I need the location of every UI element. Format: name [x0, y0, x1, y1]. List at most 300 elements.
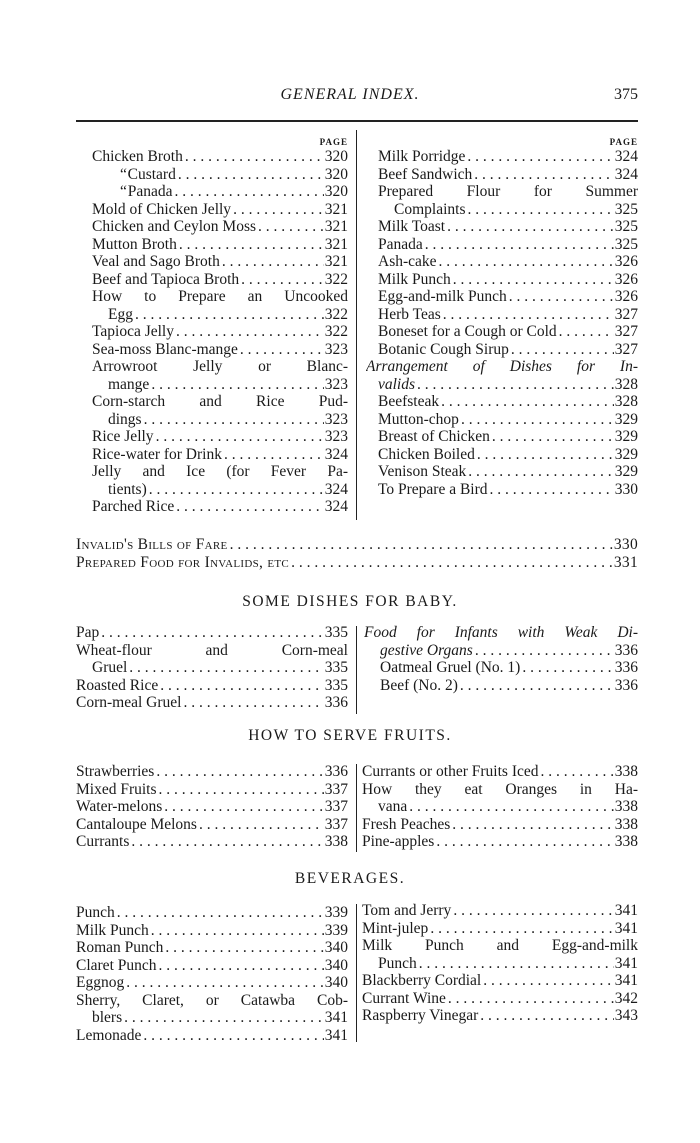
- index-entry: [378, 288, 638, 306]
- entry-page-number: 324: [324, 445, 348, 463]
- entry-page-number: 322: [324, 323, 348, 340]
- index-entry: [378, 376, 638, 394]
- index-entry: [92, 498, 348, 516]
- index-entry: [76, 659, 348, 677]
- entry-title: To Prepare a Bird: [378, 480, 488, 498]
- entry-page-number: 321: [324, 200, 348, 218]
- baby-right-column: [364, 624, 638, 694]
- index-entry: [92, 393, 348, 411]
- entry-title: Jelly and Ice (for Fever Pa-: [92, 463, 348, 480]
- entry-page-number: 323: [324, 340, 348, 358]
- entry-title: Lemonade: [76, 1026, 142, 1044]
- entry-title: Strawberries: [76, 763, 155, 780]
- index-entry: [362, 763, 638, 781]
- dot-leader: [473, 642, 614, 660]
- dot-leader: [451, 902, 614, 920]
- entry-page-number: 337: [324, 815, 348, 833]
- dot-leader: [437, 253, 614, 271]
- index-entry: [76, 992, 348, 1010]
- index-entry: [378, 253, 638, 271]
- entry-title: Prepared Food for Invalids, etc: [76, 553, 290, 571]
- entry-title: Punch: [378, 954, 417, 972]
- entry-title: vana: [378, 798, 408, 815]
- index-entry: [362, 816, 638, 834]
- ditto-mark: “: [120, 165, 127, 183]
- entry-page-number: 341: [614, 902, 638, 919]
- entry-title: Complaints: [394, 200, 466, 218]
- index-entry: [362, 937, 638, 955]
- dot-leader: [157, 781, 324, 799]
- entry-page-number: 324: [324, 498, 348, 515]
- dot-leader: [149, 922, 324, 940]
- entry-page-number: 329: [614, 428, 638, 445]
- dot-leader: [124, 974, 324, 992]
- invalids-left-column: [92, 136, 348, 516]
- index-entry: [92, 253, 348, 271]
- ditto-mark: “: [120, 183, 127, 200]
- invalids-right-column: [366, 136, 638, 498]
- entry-page-number: 329: [614, 445, 638, 463]
- index-entry: [378, 341, 638, 359]
- section-title-fruits: HOW TO SERVE FRUITS.: [248, 727, 452, 744]
- dot-leader: [133, 306, 324, 324]
- entry-title: Milk Punch: [378, 270, 451, 288]
- entry-page-number: 340: [324, 974, 348, 991]
- entry-page-number: 338: [614, 833, 638, 850]
- entry-page-number: 323: [324, 410, 348, 428]
- dot-leader: [231, 201, 324, 219]
- index-entry: [76, 642, 348, 660]
- entry-title: Panada: [378, 235, 423, 253]
- entry-page-number: 338: [324, 833, 348, 850]
- dot-leader: [428, 920, 614, 938]
- entry-title: Milk Punch and Egg-and-milk: [362, 937, 638, 954]
- entry-page-number: 320: [324, 183, 348, 200]
- dot-leader: [220, 253, 324, 271]
- index-entry: [76, 922, 348, 940]
- entry-title: Wheat-flour and Corn-meal: [76, 641, 348, 659]
- entry-page-number: 330: [614, 480, 638, 498]
- dot-leader: [539, 763, 615, 781]
- column-divider: [356, 764, 357, 852]
- entry-page-number: 324: [324, 480, 348, 498]
- dot-leader: [183, 148, 324, 166]
- entry-page-number: 324: [614, 165, 638, 183]
- entry-page-number: 324: [614, 148, 638, 165]
- entry-title: Rice Jelly: [92, 428, 154, 445]
- dot-leader: [415, 376, 614, 394]
- index-entry: [92, 271, 348, 289]
- index-entry: [362, 1007, 638, 1025]
- dot-leader: [238, 341, 324, 359]
- dot-leader: [446, 990, 614, 1008]
- entry-page-number: 322: [324, 270, 348, 288]
- entry-title: blers: [92, 1009, 123, 1026]
- index-entry: [378, 446, 638, 464]
- entry-page-number: 341: [614, 954, 638, 972]
- index-entry: [378, 236, 638, 254]
- index-entry: [92, 323, 348, 341]
- entry-title: Chicken and Ceylon Moss: [92, 218, 257, 235]
- entry-title: Arrangement of Dishes for In-: [366, 358, 638, 375]
- entry-page-number: 327: [614, 305, 638, 323]
- dot-leader: [222, 446, 324, 464]
- index-entry: [378, 201, 638, 219]
- index-entry: [362, 798, 638, 816]
- dot-leader: [127, 659, 324, 677]
- dot-leader: [417, 955, 614, 973]
- index-entry: [378, 183, 638, 201]
- dot-leader: [289, 554, 614, 572]
- entry-title: How to Prepare an Uncooked: [92, 288, 348, 305]
- index-entry: [76, 694, 348, 712]
- entry-title: Mutton-chop: [378, 410, 459, 428]
- index-entry: [92, 481, 348, 499]
- dot-leader: [488, 481, 614, 499]
- dot-leader: [162, 798, 324, 816]
- entry-page-number: 321: [324, 253, 348, 270]
- wide-entries: [76, 536, 638, 571]
- index-entry: [362, 833, 638, 851]
- index-entry: [92, 411, 348, 429]
- dot-leader: [439, 393, 614, 411]
- index-entry: [92, 148, 348, 166]
- dot-leader: [154, 763, 324, 781]
- entry-title: Milk Punch: [76, 921, 149, 939]
- index-entry: [92, 288, 348, 306]
- entry-page-number: 328: [614, 375, 638, 393]
- dot-leader: [181, 694, 324, 712]
- dot-leader: [451, 271, 614, 289]
- entry-page-number: 329: [614, 410, 638, 428]
- index-entry: [378, 463, 638, 481]
- entry-title: Blackberry Cordial: [362, 972, 482, 989]
- dot-leader: [174, 498, 324, 516]
- entry-title: Beefsteak: [378, 393, 440, 410]
- index-entry: [378, 323, 638, 341]
- dot-leader: [129, 833, 324, 851]
- index-entry: [76, 1027, 348, 1045]
- entry-page-number: 336: [614, 641, 638, 659]
- dot-leader: [475, 446, 614, 464]
- index-entry: [364, 624, 638, 642]
- entry-page-number: 325: [614, 200, 638, 218]
- index-entry: [76, 816, 348, 834]
- index-entry: [378, 218, 638, 236]
- entry-title: Custard: [127, 165, 176, 183]
- index-entry: [92, 358, 348, 376]
- entry-title: valids: [378, 375, 416, 393]
- dot-leader: [177, 236, 324, 254]
- entry-title: Invalid's Bills of Fare: [76, 536, 228, 553]
- entry-title: Raspberry Vinegar: [362, 1007, 479, 1024]
- index-entry: [92, 428, 348, 446]
- entry-title: Mutton Broth: [92, 235, 177, 253]
- entry-page-number: 340: [324, 956, 348, 974]
- entry-page-number: 343: [614, 1007, 638, 1024]
- entry-title: Rice-water for Drink: [92, 445, 222, 463]
- entry-title: dings: [108, 410, 142, 428]
- dot-leader: [557, 323, 614, 341]
- entry-page-number: 337: [324, 780, 348, 798]
- index-entry: [364, 659, 638, 677]
- entry-title: Roasted Rice: [76, 676, 159, 694]
- column-divider: [356, 130, 357, 520]
- entry-title: Mixed Fruits: [76, 780, 157, 798]
- entry-page-number: 323: [324, 375, 348, 393]
- fruits-right-column: [362, 763, 638, 851]
- entry-page-number: 320: [324, 148, 348, 165]
- index-entry: [378, 481, 638, 499]
- dot-leader: [458, 677, 614, 695]
- page-number: 375: [614, 86, 638, 103]
- entry-page-number: 341: [324, 1026, 348, 1044]
- dot-leader: [141, 1027, 324, 1045]
- entry-title: Ash-cake: [378, 253, 437, 270]
- dot-leader: [459, 411, 614, 429]
- column-divider: [356, 626, 357, 714]
- entry-title: Currants or other Fruits Iced: [362, 763, 539, 780]
- index-entry: [76, 974, 348, 992]
- entry-title: Herb Teas: [378, 305, 441, 323]
- entry-page-number: 336: [614, 676, 638, 694]
- index-entry: [76, 677, 348, 695]
- page-column-label: PAGE: [609, 137, 638, 147]
- index-entry: [362, 955, 638, 973]
- entry-page-number: 341: [324, 1009, 348, 1026]
- dot-leader: [122, 1009, 324, 1027]
- entry-title: Botanic Cough Sirup: [378, 340, 509, 358]
- index-entry: [378, 393, 638, 411]
- index-entry: [76, 536, 638, 554]
- entry-page-number: 342: [614, 989, 638, 1007]
- dot-leader: [450, 816, 614, 834]
- entry-title: Chicken Boiled: [378, 445, 475, 463]
- index-entry: [378, 166, 638, 184]
- entry-title: Sherry, Claret, or Catawba Cob-: [76, 991, 348, 1009]
- entry-title: tients): [108, 480, 147, 498]
- dot-leader: [147, 481, 324, 499]
- entry-page-number: 327: [614, 340, 638, 358]
- dot-leader: [99, 624, 324, 642]
- index-entry: [366, 358, 638, 376]
- index-entry: [378, 411, 638, 429]
- index-entry: [378, 271, 638, 289]
- entry-title: Tapioca Jelly: [92, 323, 174, 340]
- dot-leader: [142, 411, 324, 429]
- dot-leader: [154, 428, 324, 446]
- index-entry: [76, 833, 348, 851]
- entry-page-number: 326: [614, 288, 638, 305]
- index-entry: [92, 341, 348, 359]
- entry-title: Boneset for a Cough or Cold: [378, 323, 557, 340]
- entry-title: Pine-apples: [362, 833, 435, 850]
- entry-title: Gruel: [92, 659, 128, 676]
- entry-page-number: 321: [324, 235, 348, 253]
- entry-page-number: 341: [614, 972, 638, 989]
- dot-leader: [465, 148, 614, 166]
- entry-title: Parched Rice: [92, 498, 175, 515]
- entry-title: Panada: [127, 183, 173, 200]
- column-divider: [356, 904, 357, 1042]
- entry-page-number: 331: [613, 553, 638, 571]
- entry-title: Corn-meal Gruel: [76, 694, 182, 711]
- entry-title: mange: [108, 375, 150, 393]
- entry-title: Roman Punch: [76, 939, 164, 956]
- entry-page-number: 320: [324, 165, 348, 183]
- dot-leader: [174, 323, 324, 341]
- entry-title: Egg-and-milk Punch: [378, 288, 507, 305]
- dot-leader: [149, 376, 324, 394]
- entry-title: How they eat Oranges in Ha-: [362, 780, 638, 798]
- section-title-baby: SOME DISHES FOR BABY.: [242, 593, 458, 610]
- index-entry: [92, 236, 348, 254]
- index-entry: [378, 306, 638, 324]
- entry-title: Veal and Sago Broth: [92, 253, 220, 270]
- dot-leader: [434, 833, 614, 851]
- entry-title: Pap: [76, 624, 100, 641]
- baby-left-column: [76, 624, 348, 712]
- entry-title: Sea-moss Blanc-mange: [92, 340, 238, 358]
- dot-leader: [176, 166, 324, 184]
- entry-page-number: 323: [324, 428, 348, 445]
- entry-title: Cantaloupe Melons: [76, 815, 197, 833]
- page-column-label: PAGE: [319, 137, 348, 147]
- dot-leader: [173, 183, 324, 201]
- dot-leader: [423, 236, 614, 254]
- entry-page-number: 327: [614, 323, 638, 340]
- fruits-left-column: [76, 763, 348, 851]
- dot-leader: [490, 428, 614, 446]
- entry-title: Beef Sandwich: [378, 165, 473, 183]
- index-entry: [92, 306, 348, 324]
- index-entry: [76, 798, 348, 816]
- index-entry: [362, 902, 638, 920]
- index-entry: [76, 763, 348, 781]
- dot-leader: [472, 166, 614, 184]
- section-title-beverages: BEVERAGES.: [294, 870, 406, 887]
- entry-title: gestive Organs: [380, 641, 473, 659]
- index-entry: [76, 624, 348, 642]
- entry-title: Chicken Broth: [92, 148, 183, 165]
- beverages-left-column: [76, 904, 348, 1044]
- entry-page-number: 337: [324, 798, 348, 815]
- entry-page-number: 322: [324, 305, 348, 323]
- entry-title: Breast of Chicken: [378, 428, 490, 445]
- entry-title: Claret Punch: [76, 956, 157, 974]
- entry-title: Beef and Tapioca Broth: [92, 270, 240, 288]
- dot-leader: [466, 463, 614, 481]
- running-title: GENERAL INDEX.: [280, 86, 420, 103]
- entry-page-number: 336: [324, 763, 348, 780]
- dot-leader: [507, 288, 614, 306]
- index-entry: [92, 446, 348, 464]
- entry-page-number: 321: [324, 218, 348, 235]
- index-entry: [362, 990, 638, 1008]
- dot-leader: [520, 659, 614, 677]
- entry-page-number: 338: [614, 815, 638, 833]
- index-entry: [76, 939, 348, 957]
- entry-page-number: 341: [614, 919, 638, 937]
- entry-page-number: 325: [614, 218, 638, 235]
- entry-title: Mint-julep: [362, 919, 429, 937]
- index-entry: [92, 218, 348, 236]
- entry-page-number: 338: [614, 798, 638, 815]
- index-entry: [76, 554, 638, 572]
- entry-page-number: 336: [614, 659, 638, 676]
- dot-leader: [256, 218, 324, 236]
- entry-page-number: 336: [324, 694, 348, 711]
- entry-page-number: 339: [324, 921, 348, 939]
- index-entry: [92, 201, 348, 219]
- entry-title: Currant Wine: [362, 989, 446, 1007]
- entry-title: Currants: [76, 833, 130, 850]
- entry-page-number: 328: [614, 393, 638, 410]
- entry-page-number: 329: [614, 463, 638, 480]
- entry-title: Milk Porridge: [378, 148, 466, 165]
- index-entry: [378, 148, 638, 166]
- index-entry: [378, 428, 638, 446]
- dot-leader: [445, 218, 614, 236]
- entry-page-number: 326: [614, 253, 638, 270]
- dot-leader: [441, 306, 614, 324]
- index-entry: [92, 376, 348, 394]
- dot-leader: [228, 536, 614, 554]
- entry-title: Food for Infants with Weak Di-: [364, 624, 638, 641]
- dot-leader: [115, 904, 324, 922]
- entry-page-number: 335: [324, 624, 348, 641]
- dot-leader: [478, 1007, 614, 1025]
- dot-leader: [157, 957, 325, 975]
- entry-title: Arrowroot Jelly or Blanc-: [92, 358, 348, 375]
- dot-leader: [239, 271, 324, 289]
- dot-leader: [407, 798, 614, 816]
- index-entry: [76, 781, 348, 799]
- entry-title: Venison Steak: [378, 463, 467, 480]
- entry-title: Beef (No. 2): [380, 676, 458, 694]
- dot-leader: [197, 816, 324, 834]
- index-entry: [76, 1009, 348, 1027]
- entry-title: Milk Toast: [378, 218, 446, 235]
- entry-page-number: 326: [614, 270, 638, 288]
- dot-leader: [509, 341, 614, 359]
- entry-title: Punch: [76, 904, 115, 921]
- index-entry: [92, 166, 348, 184]
- index-entry: [92, 463, 348, 481]
- dot-leader: [465, 201, 614, 219]
- dot-leader: [158, 677, 324, 695]
- index-entry: [92, 183, 348, 201]
- entry-page-number: 339: [324, 904, 348, 921]
- index-entry: [364, 677, 638, 695]
- entry-title: Eggnog: [76, 974, 125, 991]
- entry-title: Mold of Chicken Jelly: [92, 200, 232, 218]
- entry-title: Egg: [108, 305, 133, 323]
- entry-page-number: 338: [614, 763, 638, 780]
- dot-leader: [163, 939, 324, 957]
- header-rule: [76, 120, 638, 122]
- entry-page-number: 335: [324, 676, 348, 694]
- index-entry: [364, 642, 638, 660]
- index-entry: [362, 920, 638, 938]
- index-entry: [362, 972, 638, 990]
- entry-title: Corn-starch and Rice Pud-: [92, 393, 348, 410]
- entry-title: Oatmeal Gruel (No. 1): [380, 659, 521, 676]
- entry-title: Tom and Jerry: [362, 902, 452, 919]
- entry-page-number: 330: [613, 536, 638, 553]
- entry-page-number: 335: [324, 659, 348, 676]
- entry-title: Water-melons: [76, 798, 163, 815]
